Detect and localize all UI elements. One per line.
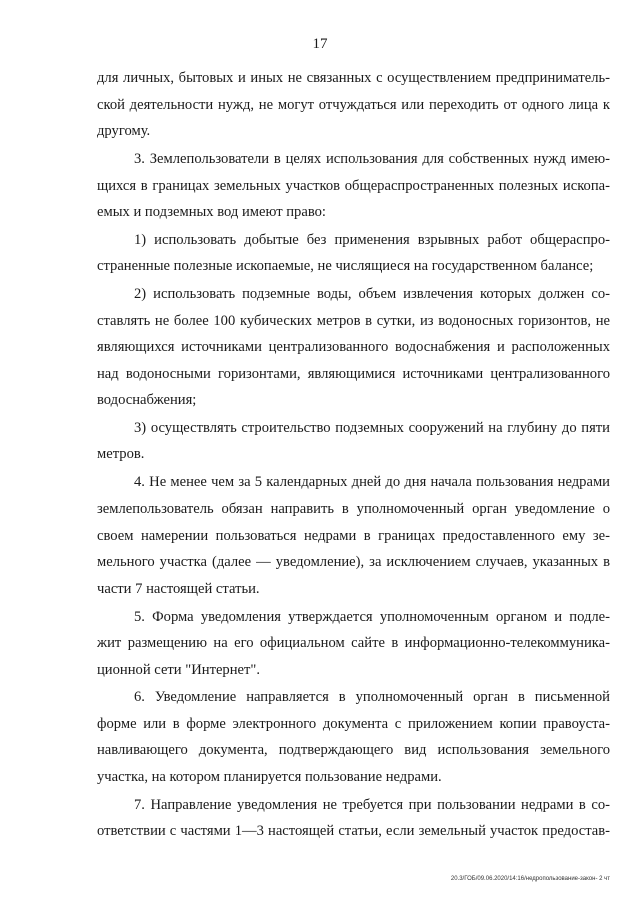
text-line: водоснабжения; — [97, 392, 197, 408]
text-line: ответствии с частями 1—3 настоящей статьи, если земельный участок предостав- — [97, 823, 610, 839]
text-line: над водоносными горизонтами, являющимися источниками централизованного — [97, 366, 610, 382]
text-line: 1) использовать добытые без применения взрывных работ общераспро- — [134, 232, 610, 248]
text-line: участка, на котором планируется пользование недрами. — [97, 769, 442, 785]
text-line: 7. Направление уведомления не требуется при пользовании недрами в со- — [134, 797, 610, 813]
text-line: страненные полезные ископаемые, не числящиеся на государственном балансе; — [97, 258, 594, 274]
text-line: 4. Не менее чем за 5 календарных дней до дня начала пользования недрами — [134, 474, 610, 490]
text-line: 6. Уведомление направляется в уполномоченный орган в письменной — [134, 689, 610, 705]
text-line: жит размещению на его официальном сайте в информационно-телекоммуника- — [97, 635, 610, 651]
text-line: другому. — [97, 123, 151, 139]
footer-stamp: 20.3/ГОБ/09.06.2020/14:16/недропользование-закон- 2 чт — [450, 876, 610, 882]
text-line: своем намерении пользоваться недрами в границах предоставленного ему зе- — [97, 528, 610, 544]
text-line: навливающего документа, подтверждающего вид использования земельного — [97, 742, 610, 758]
text-line: ционной сети "Интернет". — [97, 662, 260, 678]
text-line: для личных, бытовых и иных не связанных с осуществлением предприниматель- — [97, 70, 610, 86]
text-line: 2) использовать подземные воды, объем извлечения которых должен со- — [134, 286, 610, 302]
text-line: 5. Форма уведомления утверждается уполномоченным органом и подле- — [134, 609, 610, 625]
text-line: ставлять не более 100 кубических метров в сутки, из водоносных горизонтов, не — [97, 313, 610, 329]
text-line: ской деятельности нужд, не могут отчуждаться или переходить от одного лица к — [97, 97, 610, 113]
text-line: форме или в форме электронного документа с приложением копии правоуста- — [97, 716, 610, 732]
page-number: 17 — [312, 36, 328, 52]
text-line: щихся в границах земельных участков общераспространенных полезных ископа- — [97, 178, 610, 194]
text-line: емых и подземных вод имеют право: — [97, 204, 326, 220]
text-line: части 7 настоящей статьи. — [97, 581, 260, 597]
text-line: метров. — [97, 446, 145, 462]
text-line: мельного участка (далее — уведомление), за исключением случаев, указанных в — [97, 554, 610, 570]
text-line: 3. Землепользователи в целях использования для собственных нужд имею- — [134, 151, 610, 167]
text-line: землепользователь обязан направить в уполномоченный орган уведомление о — [97, 501, 610, 517]
text-line: являющихся источниками централизованного водоснабжения и расположенных — [97, 339, 610, 355]
text-line: 3) осуществлять строительство подземных сооружений на глубину до пяти — [134, 420, 610, 436]
